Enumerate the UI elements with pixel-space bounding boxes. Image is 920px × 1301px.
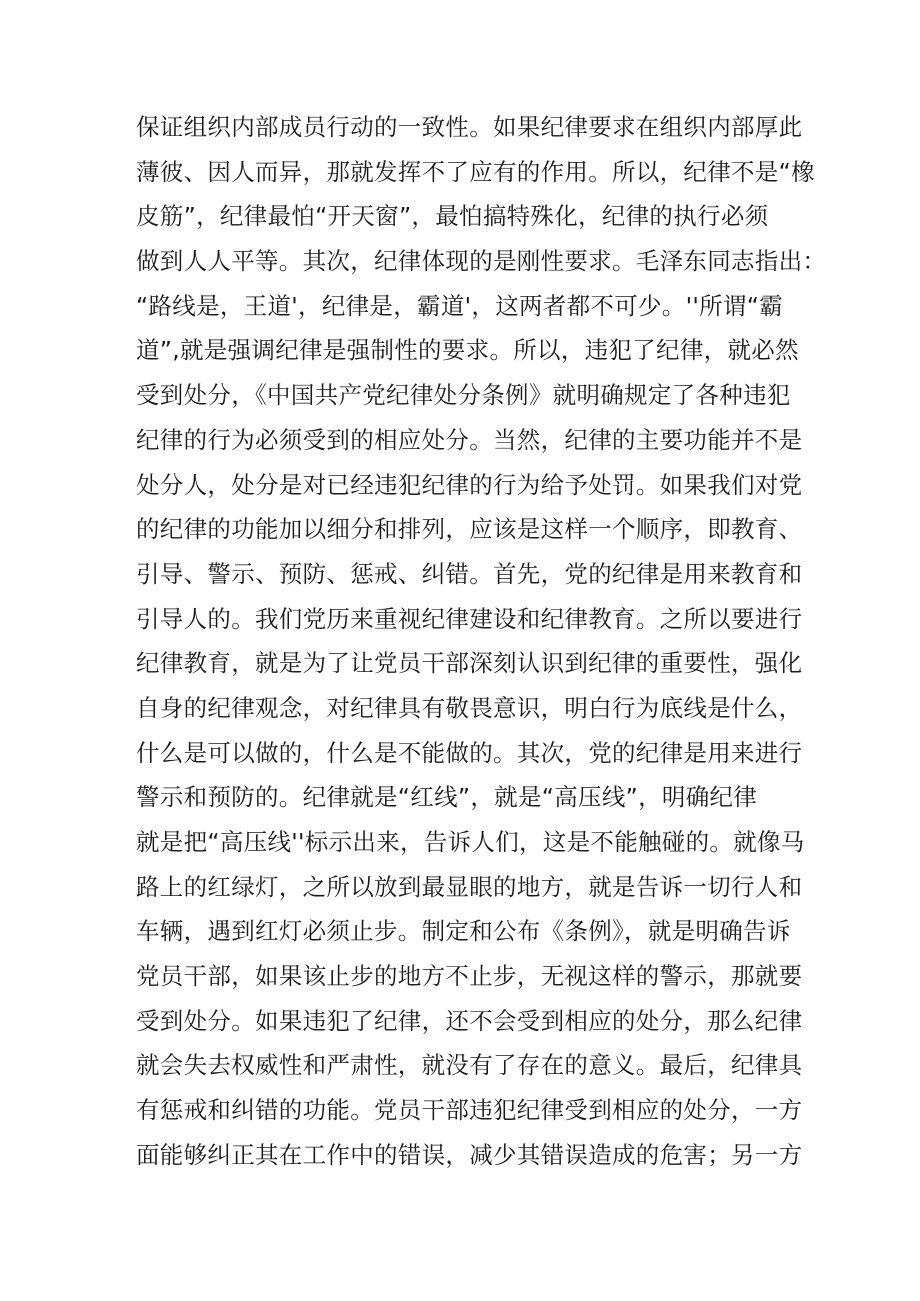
- text-line: 党员干部，如果该止步的地方不止步，无视这样的警示，那就要: [136, 962, 803, 991]
- text-line: 什么是可以做的，什么是不能做的。其次，党的纪律是用来进行: [136, 738, 803, 767]
- text-line: 路上的红绿灯，之所以放到最显眼的地方，就是告诉一切行人和: [136, 872, 803, 901]
- text-line: 车辆，遇到红灯必须止步。制定和公布《条例》，就是明确告诉: [136, 917, 791, 946]
- text-line: 薄彼、因人而异，那就发挥不了应有的作用。所以，纪律不是“橡: [136, 157, 815, 186]
- text-line: 有惩戒和纠错的功能。党员干部违犯纪律受到相应的处分，一方: [136, 1096, 803, 1125]
- text-line: 保证组织内部成员行动的一致性。如果纪律要求在组织内部厚此: [136, 113, 803, 141]
- text-line: 自身的纪律观念，对纪律具有敬畏意识，明白行为底线是什么，: [136, 693, 803, 722]
- text-line: 道”,就是强调纪律是强制性的要求。所以，违犯了纪律，就必然: [136, 336, 799, 365]
- text-line: 处分人，处分是对已经违犯纪律的行为给予处罚。如果我们对党: [136, 470, 803, 499]
- text-line: 就会失去权威性和严肃性，就没有了存在的意义。最后，纪律具: [136, 1051, 803, 1080]
- text-line: 的纪律的功能加以细分和排列，应该是这样一个顺序，即教育、: [136, 515, 803, 544]
- text-line: 面能够纠正其在工作中的错误，减少其错误造成的危害；另一方: [136, 1140, 803, 1169]
- text-line: 纪律的行为必须受到的相应处分。当然，纪律的主要功能并不是: [136, 425, 803, 454]
- text-line: 引导、警示、预防、惩戒、纠错。首先，党的纪律是用来教育和: [136, 559, 803, 588]
- text-line: 纪律教育，就是为了让党员干部深刻认识到纪律的重要性，强化: [136, 649, 803, 678]
- text-line: “路线是，王道'，纪律是，霸道'，这两者都不可少。''所谓“霸: [136, 291, 783, 320]
- text-line: 就是把“高压线''标示出来，告诉人们，这是不能触碰的。就像马: [136, 828, 805, 856]
- text-line: 受到处分，《中国共产党纪律处分条例》就明确规定了各种违犯: [136, 381, 791, 410]
- text-line: 做到人人平等。其次，纪律体现的是刚性要求。毛泽东同志指出：: [136, 247, 827, 276]
- body-text: [136, 105, 827, 1178]
- text-line: 警示和预防的。纪律就是“红线”，就是“高压线”，明确纪律: [136, 783, 758, 812]
- text-line: 引导人的。我们党历来重视纪律建设和纪律教育。之所以要进行: [136, 604, 803, 633]
- text-line: 皮筋”，纪律最怕“开天窗”，最怕搞特殊化，纪律的执行必须: [136, 202, 769, 231]
- text-line: 受到处分。如果违犯了纪律，还不会受到相应的处分，那么纪律: [136, 1006, 803, 1035]
